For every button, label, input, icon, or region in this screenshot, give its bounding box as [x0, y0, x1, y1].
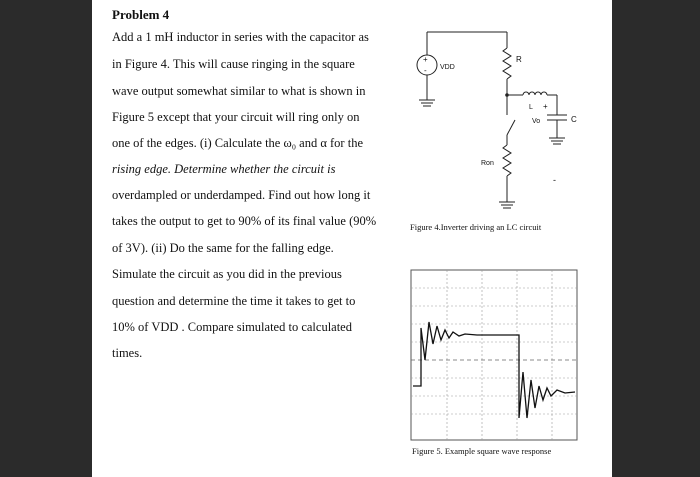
resistor-ron-symbol	[503, 145, 511, 176]
problem-title: Problem 4	[112, 7, 170, 22]
inductor-symbol	[523, 92, 547, 95]
switch-symbol	[507, 120, 515, 135]
minus-label: -	[553, 175, 556, 185]
paragraph-line: takes the output to get to 90% of its final value (90%	[112, 214, 377, 228]
plus-label: +	[543, 102, 548, 111]
paragraph-line: rising edge. Determine whether the circuit is	[112, 162, 336, 176]
ron-label: Ron	[481, 160, 494, 167]
figure4-caption: Figure 4.Inverter driving an LC circuit	[410, 222, 542, 232]
l-label: L	[529, 104, 533, 111]
source-minus-label: -	[424, 66, 427, 75]
figure5-waveform	[407, 268, 582, 446]
resistor-r-symbol	[503, 48, 511, 79]
r-label: R	[516, 55, 522, 64]
paragraph-line: of 3V). (ii) Do the same for the falling edge.	[112, 241, 334, 255]
paragraph-line: times.	[112, 346, 143, 360]
paragraph-line: overdampled or underdamped. Find out how long it	[112, 188, 371, 202]
paragraph-line: 10% of VDD . Compare simulated to calculated	[112, 320, 352, 334]
paragraph-line: Simulate the circuit as you did in the previous	[112, 267, 342, 281]
c-label: C	[571, 115, 577, 124]
source-plus-label: +	[423, 55, 428, 64]
paragraph-line: question and determine the time it takes to get to	[112, 294, 356, 308]
paragraph-line: in Figure 4. This will cause ringing in the square	[112, 57, 355, 71]
figure5-caption: Figure 5. Example square wave response	[412, 446, 552, 456]
paragraph-line: one of the edges. (i) Calculate the ω₀ and α for the	[112, 136, 363, 150]
vo-label: Vo	[532, 118, 541, 125]
paragraph-line: Add a 1 mH inductor in series with the capacitor as	[112, 30, 369, 44]
figure4-circuit	[407, 20, 602, 220]
paragraph-line: wave output somewhat similar to what is shown in	[112, 84, 366, 98]
paragraph-line: Figure 5 except that your circuit will ring only on	[112, 110, 360, 124]
document-page	[92, 0, 612, 477]
vdd-label: VDD	[440, 64, 455, 71]
